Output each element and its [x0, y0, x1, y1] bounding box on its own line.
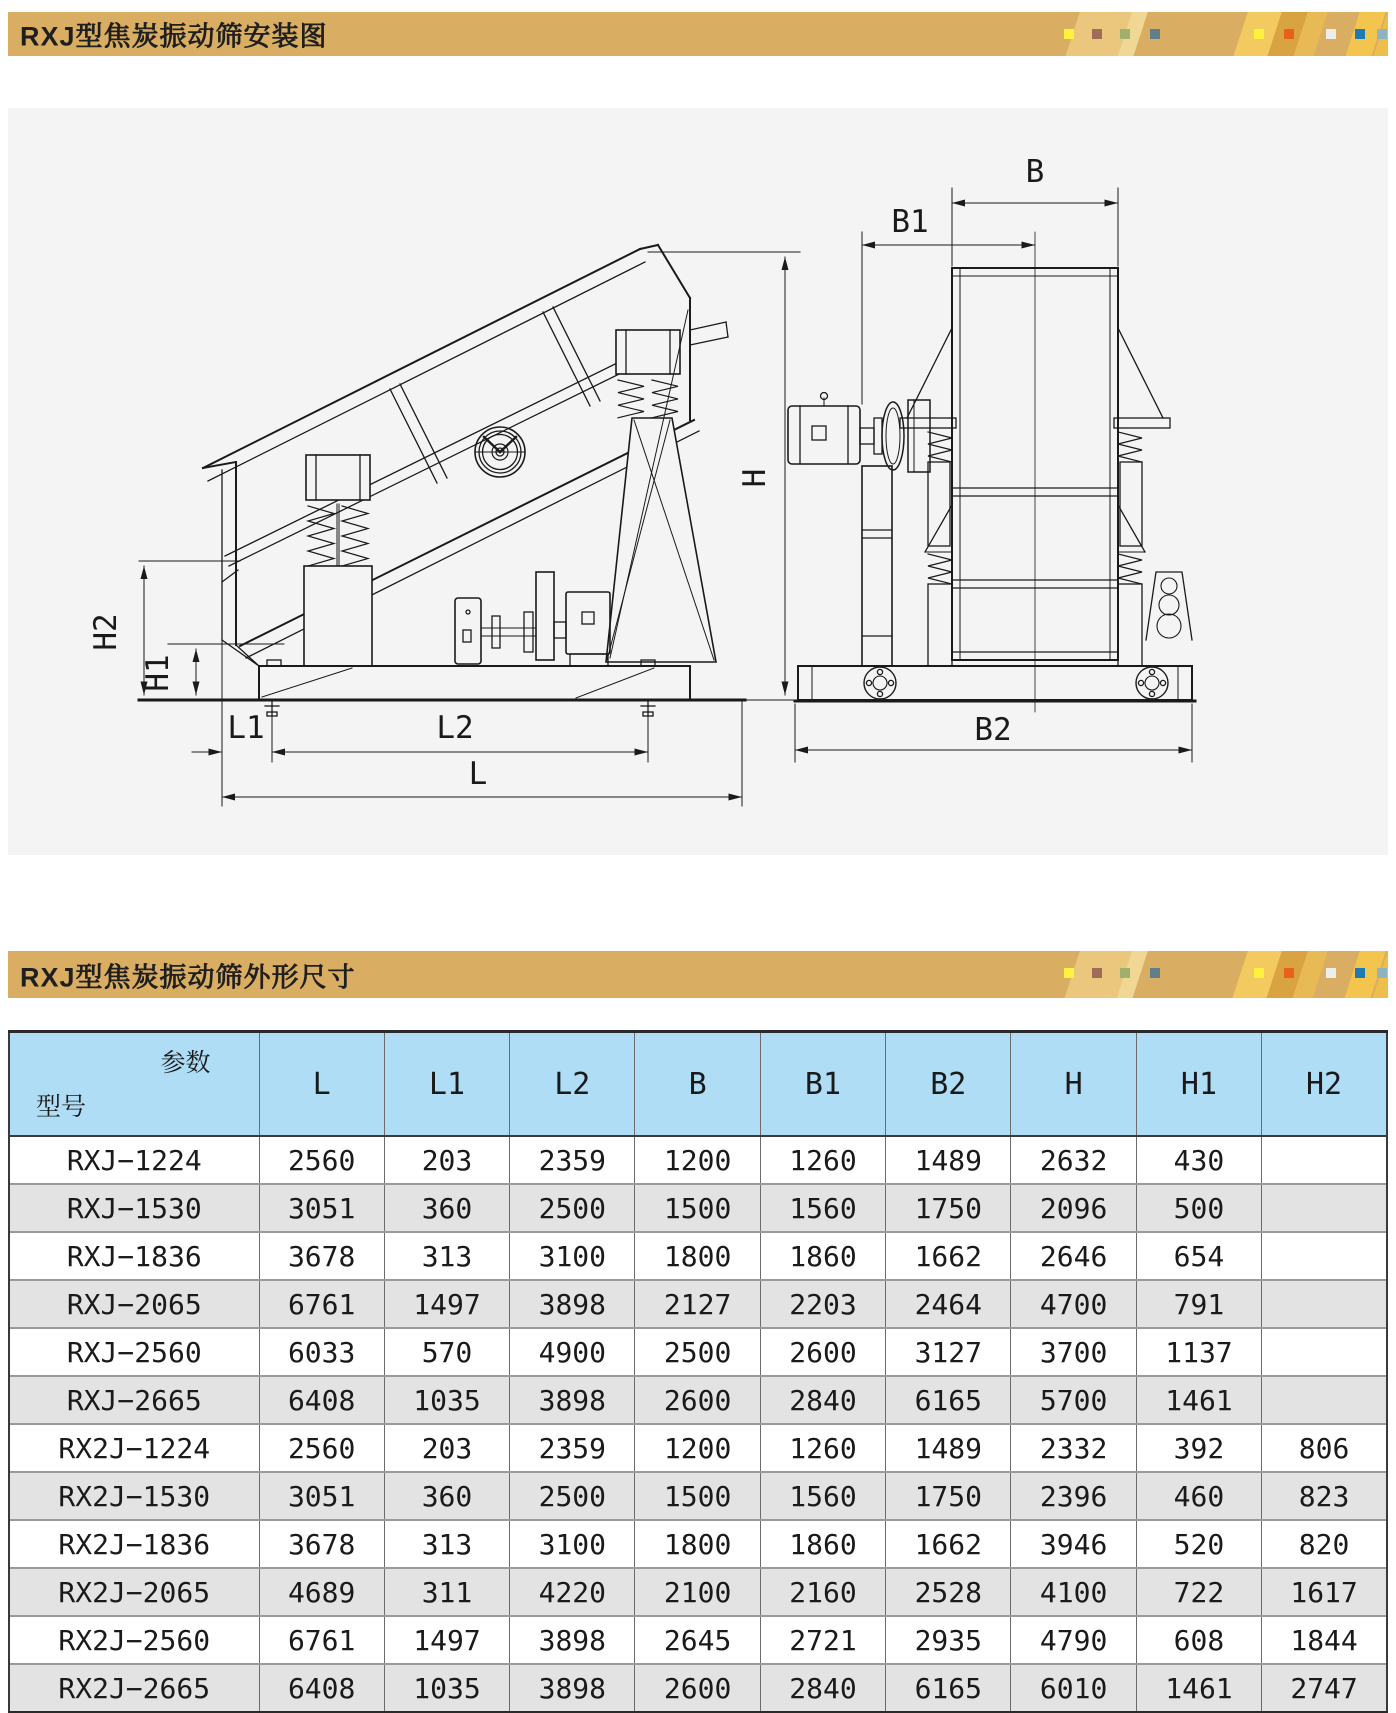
model-cell: RXJ−2560	[9, 1328, 259, 1376]
value-cell: 2560	[259, 1424, 384, 1472]
decor-square	[1064, 29, 1074, 39]
spec-table	[8, 1030, 1388, 1713]
dim-label-l1: L1	[227, 710, 265, 746]
value-cell: 654	[1136, 1232, 1261, 1280]
value-cell: 5700	[1011, 1376, 1136, 1424]
value-cell: 2359	[510, 1136, 635, 1184]
column-header: H1	[1136, 1032, 1261, 1137]
value-cell: 2600	[635, 1664, 760, 1713]
table-row	[9, 1136, 1387, 1184]
value-cell: 460	[1136, 1472, 1261, 1520]
decor-square	[1355, 968, 1365, 978]
model-cell: RXJ−2665	[9, 1376, 259, 1424]
value-cell: 313	[384, 1232, 509, 1280]
value-cell: 1662	[886, 1232, 1011, 1280]
value-cell: 4100	[1011, 1568, 1136, 1616]
value-cell: 4790	[1011, 1616, 1136, 1664]
value-cell: 2721	[760, 1616, 885, 1664]
corner-label-model: 型号	[36, 1093, 87, 1121]
spec-table-body	[9, 1136, 1387, 1713]
value-cell	[1262, 1136, 1387, 1184]
value-cell: 1461	[1136, 1376, 1261, 1424]
value-cell: 4689	[259, 1568, 384, 1616]
value-cell: 1844	[1262, 1616, 1387, 1664]
value-cell: 2840	[760, 1664, 885, 1713]
column-header: L	[259, 1032, 384, 1137]
value-cell: 1489	[886, 1136, 1011, 1184]
dim-label-h1: H1	[140, 654, 176, 692]
value-cell: 806	[1262, 1424, 1387, 1472]
value-cell: 6033	[259, 1328, 384, 1376]
model-cell: RXJ−1836	[9, 1232, 259, 1280]
value-cell: 2127	[635, 1280, 760, 1328]
column-header: B1	[760, 1032, 885, 1137]
value-cell: 311	[384, 1568, 509, 1616]
value-cell: 2646	[1011, 1232, 1136, 1280]
value-cell: 1497	[384, 1280, 509, 1328]
decor-square	[1377, 29, 1387, 39]
value-cell: 1560	[760, 1184, 885, 1232]
column-header: H2	[1262, 1032, 1387, 1137]
value-cell: 392	[1136, 1424, 1261, 1472]
value-cell: 2840	[760, 1376, 885, 1424]
value-cell: 1200	[635, 1136, 760, 1184]
value-cell: 1860	[760, 1520, 885, 1568]
model-cell: RX2J−1224	[9, 1424, 259, 1472]
value-cell: 1560	[760, 1472, 885, 1520]
value-cell: 203	[384, 1136, 509, 1184]
motor-assembly-front	[788, 393, 930, 667]
value-cell: 2935	[886, 1616, 1011, 1664]
value-cell: 2096	[1011, 1184, 1136, 1232]
installation-drawing	[8, 108, 1388, 855]
decor-square	[1326, 29, 1336, 39]
value-cell: 4900	[510, 1328, 635, 1376]
decor-square	[1092, 968, 1102, 978]
value-cell: 570	[384, 1328, 509, 1376]
value-cell: 6408	[259, 1664, 384, 1713]
right-spring-pedestal	[606, 310, 716, 662]
value-cell: 6165	[886, 1376, 1011, 1424]
value-cell: 203	[384, 1424, 509, 1472]
model-cell: RX2J−2560	[9, 1616, 259, 1664]
value-cell: 3100	[510, 1232, 635, 1280]
value-cell: 823	[1262, 1472, 1387, 1520]
dim-label-l2: L2	[436, 710, 474, 746]
table-row	[9, 1664, 1387, 1713]
table-row	[9, 1328, 1387, 1376]
column-header: L1	[384, 1032, 509, 1137]
value-cell: 500	[1136, 1184, 1261, 1232]
value-cell: 3898	[510, 1616, 635, 1664]
value-cell: 3898	[510, 1376, 635, 1424]
value-cell	[1262, 1184, 1387, 1232]
base-frame-side	[259, 660, 690, 716]
dim-label-b: B	[1025, 154, 1045, 190]
value-cell: 2632	[1011, 1136, 1136, 1184]
value-cell: 3898	[510, 1280, 635, 1328]
model-cell: RXJ−2065	[9, 1280, 259, 1328]
decor-square	[1120, 29, 1130, 39]
decor-square	[1064, 968, 1074, 978]
decor-square	[1326, 968, 1336, 978]
roller-mount	[1146, 572, 1192, 640]
value-cell: 2464	[886, 1280, 1011, 1328]
value-cell: 1860	[760, 1232, 885, 1280]
side-view	[139, 245, 800, 716]
model-cell: RXJ−1530	[9, 1184, 259, 1232]
decor-square	[1092, 29, 1102, 39]
value-cell: 2160	[760, 1568, 885, 1616]
dim-label-h2: H2	[88, 613, 124, 651]
value-cell: 1800	[635, 1232, 760, 1280]
value-cell: 3700	[1011, 1328, 1136, 1376]
value-cell: 3051	[259, 1472, 384, 1520]
value-cell: 3678	[259, 1520, 384, 1568]
decor-square	[1377, 968, 1387, 978]
model-cell: RX2J−1836	[9, 1520, 259, 1568]
section-title: RXJ型焦炭振动筛安装图	[20, 21, 328, 52]
decor-square	[1120, 968, 1130, 978]
value-cell: 2645	[635, 1616, 760, 1664]
value-cell: 1500	[635, 1472, 760, 1520]
value-cell: 2528	[886, 1568, 1011, 1616]
table-row	[9, 1520, 1387, 1568]
flywheel	[475, 427, 525, 477]
section-title: RXJ型焦炭振动筛外形尺寸	[20, 962, 356, 992]
table-row	[9, 1472, 1387, 1520]
table-row	[9, 1376, 1387, 1424]
value-cell: 1489	[886, 1424, 1011, 1472]
value-cell: 1750	[886, 1184, 1011, 1232]
table-row	[9, 1184, 1387, 1232]
value-cell: 1461	[1136, 1664, 1261, 1713]
decor-square	[1284, 968, 1294, 978]
table-row	[9, 1424, 1387, 1472]
value-cell: 1200	[635, 1424, 760, 1472]
section-header-installation	[8, 12, 1388, 56]
value-cell: 2359	[510, 1424, 635, 1472]
value-cell: 722	[1136, 1568, 1261, 1616]
front-view	[788, 232, 1195, 712]
value-cell: 1035	[384, 1664, 509, 1713]
value-cell	[1262, 1232, 1387, 1280]
value-cell: 6761	[259, 1616, 384, 1664]
model-cell: RX2J−1530	[9, 1472, 259, 1520]
table-row	[9, 1616, 1387, 1664]
value-cell: 313	[384, 1520, 509, 1568]
value-cell: 1035	[384, 1376, 509, 1424]
value-cell: 1500	[635, 1184, 760, 1232]
decor-square	[1150, 968, 1160, 978]
table-row	[9, 1232, 1387, 1280]
value-cell: 6165	[886, 1664, 1011, 1713]
value-cell: 1800	[635, 1520, 760, 1568]
decor-square	[1254, 968, 1264, 978]
value-cell: 2500	[510, 1184, 635, 1232]
value-cell: 2560	[259, 1136, 384, 1184]
value-cell: 3678	[259, 1232, 384, 1280]
corner-label-parameter: 参数	[160, 1049, 211, 1077]
value-cell: 1662	[886, 1520, 1011, 1568]
value-cell: 2500	[635, 1328, 760, 1376]
table-row	[9, 1568, 1387, 1616]
value-cell: 4700	[1011, 1280, 1136, 1328]
value-cell	[1262, 1376, 1387, 1424]
spec-table-header	[9, 1032, 1387, 1137]
left-spring-support	[304, 455, 372, 666]
value-cell: 6408	[259, 1376, 384, 1424]
column-header: B	[635, 1032, 760, 1137]
value-cell: 3898	[510, 1664, 635, 1713]
table-row	[9, 1280, 1387, 1328]
column-header: H	[1011, 1032, 1136, 1137]
base-frame-front	[795, 666, 1195, 701]
decor-square	[1284, 29, 1294, 39]
section-header-dimensions	[8, 951, 1388, 998]
value-cell	[1262, 1328, 1387, 1376]
value-cell: 2500	[510, 1472, 635, 1520]
value-cell: 3946	[1011, 1520, 1136, 1568]
value-cell: 1137	[1136, 1328, 1261, 1376]
value-cell: 1497	[384, 1616, 509, 1664]
model-cell: RXJ−1224	[9, 1136, 259, 1184]
corner-cell	[9, 1032, 259, 1137]
value-cell: 2332	[1011, 1424, 1136, 1472]
decor-square	[1254, 29, 1264, 39]
model-cell: RX2J−2665	[9, 1664, 259, 1713]
decor-square	[1355, 29, 1365, 39]
value-cell: 430	[1136, 1136, 1261, 1184]
value-cell: 791	[1136, 1280, 1261, 1328]
installation-drawing-panel	[8, 108, 1388, 855]
model-cell: RX2J−2065	[9, 1568, 259, 1616]
value-cell: 2600	[635, 1376, 760, 1424]
value-cell	[1262, 1280, 1387, 1328]
value-cell: 2396	[1011, 1472, 1136, 1520]
value-cell: 1260	[760, 1424, 885, 1472]
dim-label-h: H	[737, 468, 773, 488]
column-header: B2	[886, 1032, 1011, 1137]
decor-square	[1150, 29, 1160, 39]
value-cell: 2600	[760, 1328, 885, 1376]
dim-label-b2: B2	[974, 712, 1012, 748]
value-cell: 2203	[760, 1280, 885, 1328]
value-cell: 3051	[259, 1184, 384, 1232]
value-cell: 6010	[1011, 1664, 1136, 1713]
value-cell: 608	[1136, 1616, 1261, 1664]
value-cell: 3127	[886, 1328, 1011, 1376]
value-cell: 360	[384, 1472, 509, 1520]
dim-label-l: L	[468, 756, 488, 792]
value-cell: 1260	[760, 1136, 885, 1184]
value-cell: 360	[384, 1184, 509, 1232]
motor-assembly-side	[455, 572, 610, 666]
value-cell: 2100	[635, 1568, 760, 1616]
value-cell: 1750	[886, 1472, 1011, 1520]
column-header: L2	[510, 1032, 635, 1137]
value-cell: 820	[1262, 1520, 1387, 1568]
value-cell: 1617	[1262, 1568, 1387, 1616]
value-cell: 6761	[259, 1280, 384, 1328]
value-cell: 2747	[1262, 1664, 1387, 1713]
value-cell: 4220	[510, 1568, 635, 1616]
dim-label-b1: B1	[891, 204, 929, 240]
value-cell: 520	[1136, 1520, 1261, 1568]
value-cell: 3100	[510, 1520, 635, 1568]
